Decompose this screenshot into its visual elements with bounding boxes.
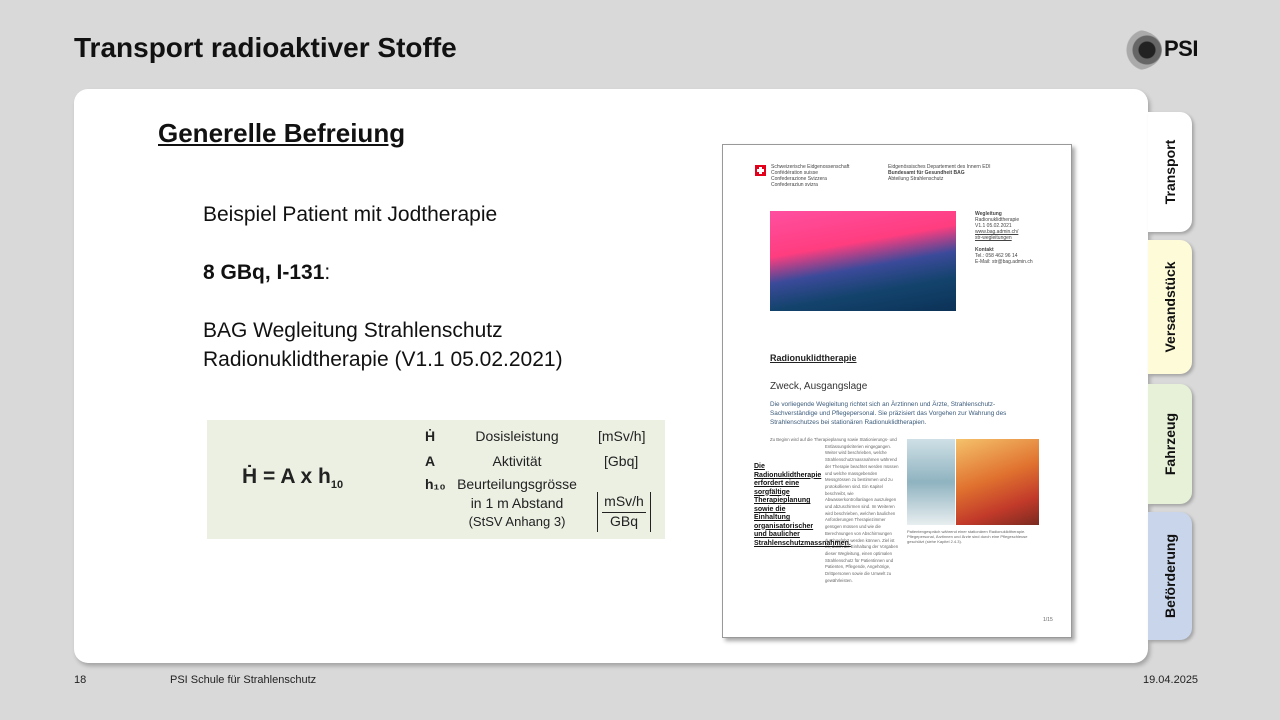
doc-meta-line: str-wegleitungen (975, 235, 1012, 241)
doc-header-left-line: Schweizerische Eidgenossenschaft (771, 164, 850, 170)
guideline-title-line: BAG Wegleitung Strahlenschutz (203, 319, 503, 342)
doc-header-right-line: Eidgenössisches Departement des Innern EDI (888, 164, 991, 170)
formula-desc-dose-rate: Dosisleistung (475, 428, 559, 444)
tab-transport-label: Transport (1162, 139, 1178, 205)
formula-desc-h10-distance: in 1 m Abstand (470, 495, 564, 511)
tab-versandstueck[interactable] (1148, 240, 1192, 374)
formula-desc-h10-ref: (StSV Anhang 3) (468, 514, 566, 529)
doc-meta (975, 211, 1033, 265)
doc-meta-line: www.bag.admin.ch/ (975, 229, 1019, 235)
doc-header-right-line: Abteilung Strahlenschutz (888, 176, 944, 182)
tab-befoerderung[interactable] (1148, 512, 1192, 640)
slide-title: Transport radioaktiver Stoffe (74, 32, 457, 63)
doc-meta-line: Wegleitung (975, 211, 1002, 217)
tab-fahrzeug-label: Fahrzeug (1162, 412, 1178, 476)
tab-transport[interactable] (1148, 112, 1192, 232)
formula-unit-h10-denominator: GBq (609, 513, 638, 529)
footer-date: 19.04.2025 (1143, 674, 1199, 686)
formula-h-dot: Ḣ (242, 465, 258, 488)
doc-header-left-line: Confederaziun svizra (771, 182, 818, 188)
doc-header-right (888, 164, 991, 182)
doc-meta-line: Tel.: 058 462 96 14 (975, 253, 1018, 259)
doc-header-left-line: Confédération suisse (771, 170, 818, 176)
activity-text (203, 258, 330, 287)
formula-symbol-h10: h₁₀ (425, 476, 446, 492)
tab-befoerderung-label: Beförderung (1162, 534, 1178, 618)
formula-unit-activity: [Gbq] (604, 453, 639, 469)
doc-header-right-line: Bundesamt für Gesundheit BAG (888, 170, 965, 176)
doc-photo-caption: Patientengespräch während einer stationären Radionuklidtherapie. Pflegepersonal, Ärztinnen und Ärzte sind durch eine Pflegeschleuse geschützt (siehe Kapitel 2.4.3). (907, 529, 1028, 544)
doc-meta-line: E-Mail: str@bag.admin.ch (975, 259, 1033, 265)
formula-main (242, 465, 343, 491)
doc-sidebar-note: Die Radionuklidtherapie erfordert eine sorgfältige Therapieplanung sowie die Einhaltung organisatorischer und baulicher Strahlenschutzmassnahmen. (754, 463, 851, 547)
doc-title: Radionuklidtherapie (770, 353, 857, 363)
doc-header-left (771, 164, 849, 188)
doc-page-number: 1/15 (1043, 617, 1053, 623)
doc-photo-room (956, 439, 1039, 525)
footer-organization: PSI Schule für Strahlenschutz (170, 674, 317, 686)
doc-meta-line: Radionuklidtherapie (975, 217, 1020, 223)
doc-meta-line: Kontakt (975, 247, 994, 253)
psi-logo-text: PSI (1164, 36, 1198, 61)
formula-unit-h10-numerator: mSv/h (604, 493, 644, 509)
formula-unit-h10 (597, 492, 651, 532)
formula-symbol-dose-rate: Ḣ (425, 428, 436, 444)
guideline-document-preview (722, 144, 1072, 638)
formula-desc-h10: Beurteilungsgrösse (457, 476, 577, 492)
footer-page-number: 18 (74, 674, 87, 686)
psi-logo-mark-icon (1112, 30, 1162, 70)
guideline-version-line: Radionuklidtherapie (V1.1 05.02.2021) (203, 348, 563, 371)
psi-logo (1112, 30, 1212, 70)
swiss-flag-icon (755, 165, 766, 176)
formula-desc-activity: Aktivität (492, 453, 542, 469)
formula-rest: = A x h (257, 465, 331, 488)
formula-sub: 10 (330, 479, 344, 492)
doc-meta-line: V1.1 05.02.2021 (975, 223, 1012, 229)
doc-intro: Die vorliegende Wegleitung richtet sich an Ärztinnen und Ärzte, Strahlenschutz-Sachverständige und Pflegepersonal. Sie präzisiert das Vorgehen zur Wahrung des Strahlenschutzes bei stationären Radionuklidtherapien. (770, 401, 1007, 426)
tab-versandstueck-label: Versandstück (1162, 261, 1178, 353)
doc-header-left-line: Confederazione Svizzera (771, 176, 827, 182)
doc-photo-doctor (907, 439, 955, 525)
section-heading: Generelle Befreiung (158, 118, 406, 148)
doc-subtitle: Zweck, Ausgangslage (770, 381, 868, 392)
doc-column-text: Zu Beginn wird auf die Therapieplanung sowie Stationierungs- und Entlassungskriterien eingegangen. Weiter wird beschrieben, welche Strahlenschutzmassnahmen während der Therapie beachtet werden müssen und welche massgebenden Messgrössen zu bestimmen und zu protokollieren sind. Ein Kapitel beschreibt, wie Abwasserkontrollanlagen auszulegen und abzuschirmen sind. Im Weiteren wird beschrieben, welchen baulichen Anforderungen Therapiezimmer genügen müssen und wie die Berechnungen von Abschirmungen durchgeführt werden können. Ziel ist es, durch die Einhaltung der Vorgaben dieser Wegleitung, einen optimalen Strahlenschutz für Patientinnen und Patienten, Pflegende, Angehörige, Drittpersonen sowie die Umwelt zu gewährleisten. (770, 437, 899, 583)
activity-colon: : (324, 261, 331, 284)
doc-cover-graphic (770, 211, 956, 311)
formula-unit-dose-rate: [mSv/h] (598, 428, 646, 444)
activity-value: 8 GBq, I-131 (203, 261, 325, 284)
example-text: Beispiel Patient mit Jodtherapie (203, 203, 498, 226)
formula-symbol-activity: A (425, 453, 436, 469)
tab-fahrzeug[interactable] (1148, 384, 1192, 504)
